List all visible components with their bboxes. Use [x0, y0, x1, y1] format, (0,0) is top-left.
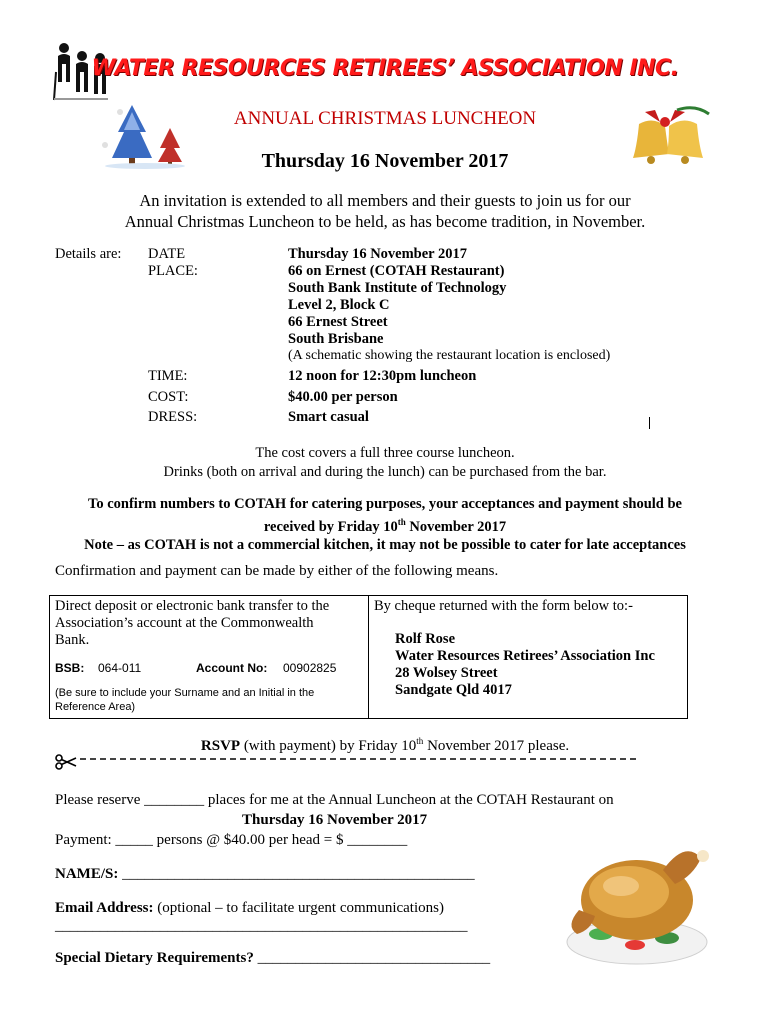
cost-notes	[0, 444, 770, 482]
confirm-line-3: Note – as COTAH is not a commercial kitchen, it may not be possible to cater for late acceptances	[84, 536, 686, 553]
reference-line-2: Reference Area)	[55, 701, 136, 713]
place-line-3: Level 2, Block C	[288, 297, 390, 313]
time-value: 12 noon for 12:30pm luncheon	[288, 368, 477, 384]
deposit-line-3: Bank.	[55, 632, 90, 648]
names-blank[interactable]: _______________________________________________	[118, 866, 475, 882]
cost-note-line-1: The cost covers a full three course luncheon.	[255, 445, 515, 461]
cheque-intro: By cheque returned with the form below to:-	[374, 598, 633, 614]
email-blank[interactable]: _______________________________________________________	[55, 918, 468, 934]
invitation-line-1: An invitation is extended to all members and their guests to join us for our	[139, 191, 631, 210]
rsvp-text: (with payment) by Friday 10	[240, 738, 417, 754]
email-label: Email Address:	[55, 900, 154, 916]
dietary-blank[interactable]: _______________________________	[253, 950, 491, 966]
date-value: Thursday 16 November 2017	[288, 246, 467, 262]
reserve-date: Thursday 16 November 2017	[242, 812, 428, 828]
cheque-address-line-3: 28 Wolsey Street	[395, 665, 498, 681]
deposit-description	[55, 598, 329, 649]
deposit-line-1: Direct deposit or electronic bank transfer to the	[55, 598, 330, 614]
invitation-line-2: Annual Christmas Luncheon to be held, as has become tradition, in November.	[124, 212, 646, 231]
reserve-line: Please reserve ________ places for me at the Annual Luncheon at the COTAH Restaurant on	[55, 792, 614, 808]
place-line-4: 66 Ernest Street	[288, 314, 388, 330]
cheque-address-line-2: Water Resources Retirees’ Association Inc	[395, 648, 655, 664]
rsvp-label: RSVP	[200, 738, 241, 754]
org-title: WATER RESOURCES RETIREES’ ASSOCIATION INC.	[91, 56, 679, 81]
cost-key: COST:	[148, 389, 189, 405]
place-line-2: South Bank Institute of Technology	[288, 280, 507, 296]
cut-line	[80, 758, 636, 760]
account-value: 00902825	[283, 661, 337, 675]
cost-note-line-2: Drinks (both on arrival and during the lunch) can be purchased from the bar.	[163, 464, 607, 480]
bsb-value: 064-011	[98, 661, 142, 675]
cost-value: $40.00 per person	[288, 389, 398, 405]
confirmation-notice	[45, 495, 725, 554]
account-label: Account No:	[196, 661, 268, 675]
bsb-label: BSB:	[55, 661, 85, 675]
deposit-line-2: Association’s account at the Commonwealth	[55, 615, 314, 631]
cheque-address	[395, 631, 655, 699]
reference-note	[55, 686, 314, 714]
time-key: TIME:	[148, 368, 188, 384]
confirm-line-2	[45, 513, 725, 536]
place-key: PLACE:	[148, 263, 198, 279]
rsvp-ordinal-suffix: th	[416, 736, 424, 746]
table-divider	[368, 595, 369, 718]
place-line-5: South Brisbane	[288, 331, 384, 347]
text-cursor-mark	[649, 417, 650, 429]
payment-line: Payment: _____ persons @ $40.00 per head = $ ________	[55, 832, 408, 848]
dress-value: Smart casual	[288, 409, 369, 425]
rsvp-line	[0, 736, 770, 755]
rsvp-text-end: November 2017 please.	[423, 738, 570, 754]
email-note: (optional – to facilitate urgent communications)	[153, 900, 444, 916]
roast-turkey-icon	[555, 830, 715, 980]
details-label: Details are:	[55, 246, 122, 262]
place-note: (A schematic showing the restaurant location is enclosed)	[288, 348, 611, 363]
names-field[interactable]	[55, 866, 475, 883]
place-line-1: 66 on Ernest (COTAH Restaurant)	[288, 263, 505, 279]
invitation-text	[60, 190, 710, 232]
confirm-deadline-month: November 2017	[405, 518, 507, 535]
dietary-field[interactable]	[55, 950, 490, 967]
payment-means-text: Confirmation and payment can be made by either of the following means.	[55, 563, 499, 579]
event-date-heading: Thursday 16 November 2017	[261, 150, 509, 172]
names-label: NAME/S:	[55, 866, 119, 882]
cheque-address-line-4: Sandgate Qld 4017	[395, 682, 512, 698]
dress-key: DRESS:	[148, 409, 198, 425]
scissors-icon	[55, 754, 77, 770]
ordinal-suffix: th	[397, 517, 406, 527]
cheque-address-line-1: Rolf Rose	[395, 631, 456, 647]
email-field[interactable]	[55, 900, 444, 917]
dietary-label: Special Dietary Requirements?	[55, 950, 254, 966]
date-key: DATE	[148, 246, 186, 262]
confirm-line-1: To confirm numbers to COTAH for catering purposes, your acceptances and payment should be	[88, 496, 682, 512]
event-subtitle: ANNUAL CHRISTMAS LUNCHEON	[233, 108, 537, 129]
confirm-deadline-text: received by Friday 10	[263, 518, 398, 535]
reference-line-1: (Be sure to include your Surname and an Initial in the	[55, 687, 315, 699]
